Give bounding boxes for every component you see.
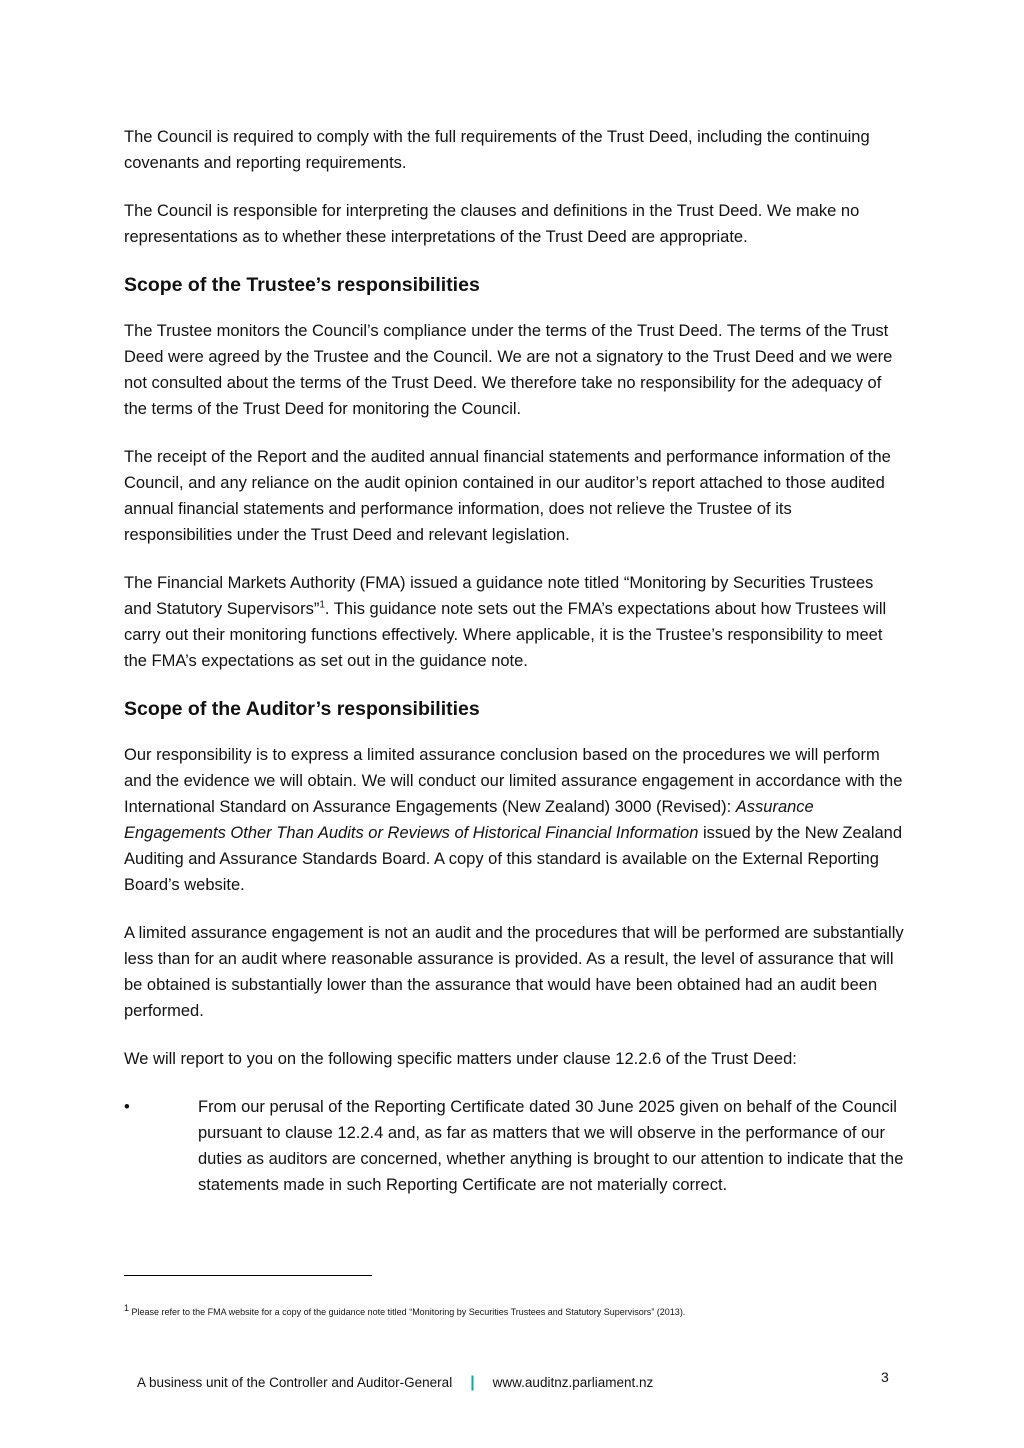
trustee-p3-text-b: . This guidance note sets out the FMA’s expectations about how Trustees will carry out their monitoring functions effectively. Where applicable, it is the Trustee’s responsibility to meet the FMA’s expectations as set out in the guidance note. [124,600,887,670]
auditor-paragraph-2: A limited assurance engagement is not an audit and the procedures that will be performed are substantially less than for an audit where reasonable assurance is provided. As a result, the level of assurance that will be obtained is substantially lower than the assurance that would have been obtained had an audit been performed. [124,924,904,1020]
footnote-divider [124,1275,372,1276]
bullet-list-item [124,1094,904,1198]
intro-paragraph-1: The Council is required to comply with the full requirements of the Trust Deed, including the continuing covenants and reporting requirements. [124,128,870,172]
footer-separator: | [470,1374,475,1391]
auditor-heading: Scope of the Auditor’s responsibilities [124,698,480,720]
footer-unit-text: A business unit of the Controller and Auditor-General [137,1375,453,1390]
page-number: 3 [881,1369,889,1385]
trustee-p3-text-a: The Financial Markets Authority (FMA) issued a guidance note titled “Monitoring by Securities Trustees and Statutory Supervisors” [124,574,874,618]
document-body [124,124,904,1220]
auditor-p1-text-a: Our responsibility is to express a limited assurance conclusion based on the procedures we will perform and the evidence we will obtain. We will conduct our limited assurance engagement in accordance with the International Standard on Assurance Engagements (New Zealand) 3000 (Revised): [124,746,903,816]
footnote-reference: 1 [319,599,325,611]
footnote [124,1303,924,1319]
intro-paragraph-2: The Council is responsible for interpreting the clauses and definitions in the Trust Deed. We make no representations as to whether these interpretations of the Trust Deed are appropriate. [124,202,860,246]
auditor-paragraph-3: We will report to you on the following specific matters under clause 12.2.6 of the Trust Deed: [124,1050,797,1068]
standard-title: Assurance Engagements Other Than Audits or Reviews of Historical Financial Information [124,798,814,842]
page-footer [137,1374,653,1392]
footer-website-link[interactable]: www.auditnz.parliament.nz [492,1375,654,1390]
trustee-paragraph-2: The receipt of the Report and the audited annual financial statements and performance information of the Council, and any reliance on the audit opinion contained in our auditor’s report attached to those audited annual financial statements and performance information, does not relieve the Trustee of its responsibilities under the Trust Deed and relevant legislation. [124,448,891,544]
footnote-number: 1 [124,1303,130,1313]
trustee-heading: Scope of the Trustee’s responsibilities [124,274,480,296]
bullet-icon: • [124,1098,130,1116]
auditor-paragraph-1 [124,742,904,898]
trustee-paragraph-3 [124,570,904,674]
auditor-p1-text-b: issued by the New Zealand Auditing and Assurance Standards Board. A copy of this standard is available on the External Reporting Board’s website. [124,824,903,894]
bullet-text: From our perusal of the Reporting Certificate dated 30 June 2025 given on behalf of the Council pursuant to clause 12.2.4 and, as far as matters that we will observe in the performance of our duties as auditors are concerned, whether anything is brought to our attention to indicate that the statements made in such Reporting Certificate are not materially correct. [198,1098,904,1194]
trustee-paragraph-1: The Trustee monitors the Council’s compliance under the terms of the Trust Deed. The terms of the Trust Deed were agreed by the Trustee and the Council. We are not a signatory to the Trust Deed and we were not consulted about the terms of the Trust Deed. We therefore take no responsibility for the adequacy of the terms of the Trust Deed for monitoring the Council. [124,322,893,418]
footnote-text: Please refer to the FMA website for a copy of the guidance note titled “Monitoring by Securities Trustees and Statutory Supervisors” (2013). [131,1307,686,1317]
